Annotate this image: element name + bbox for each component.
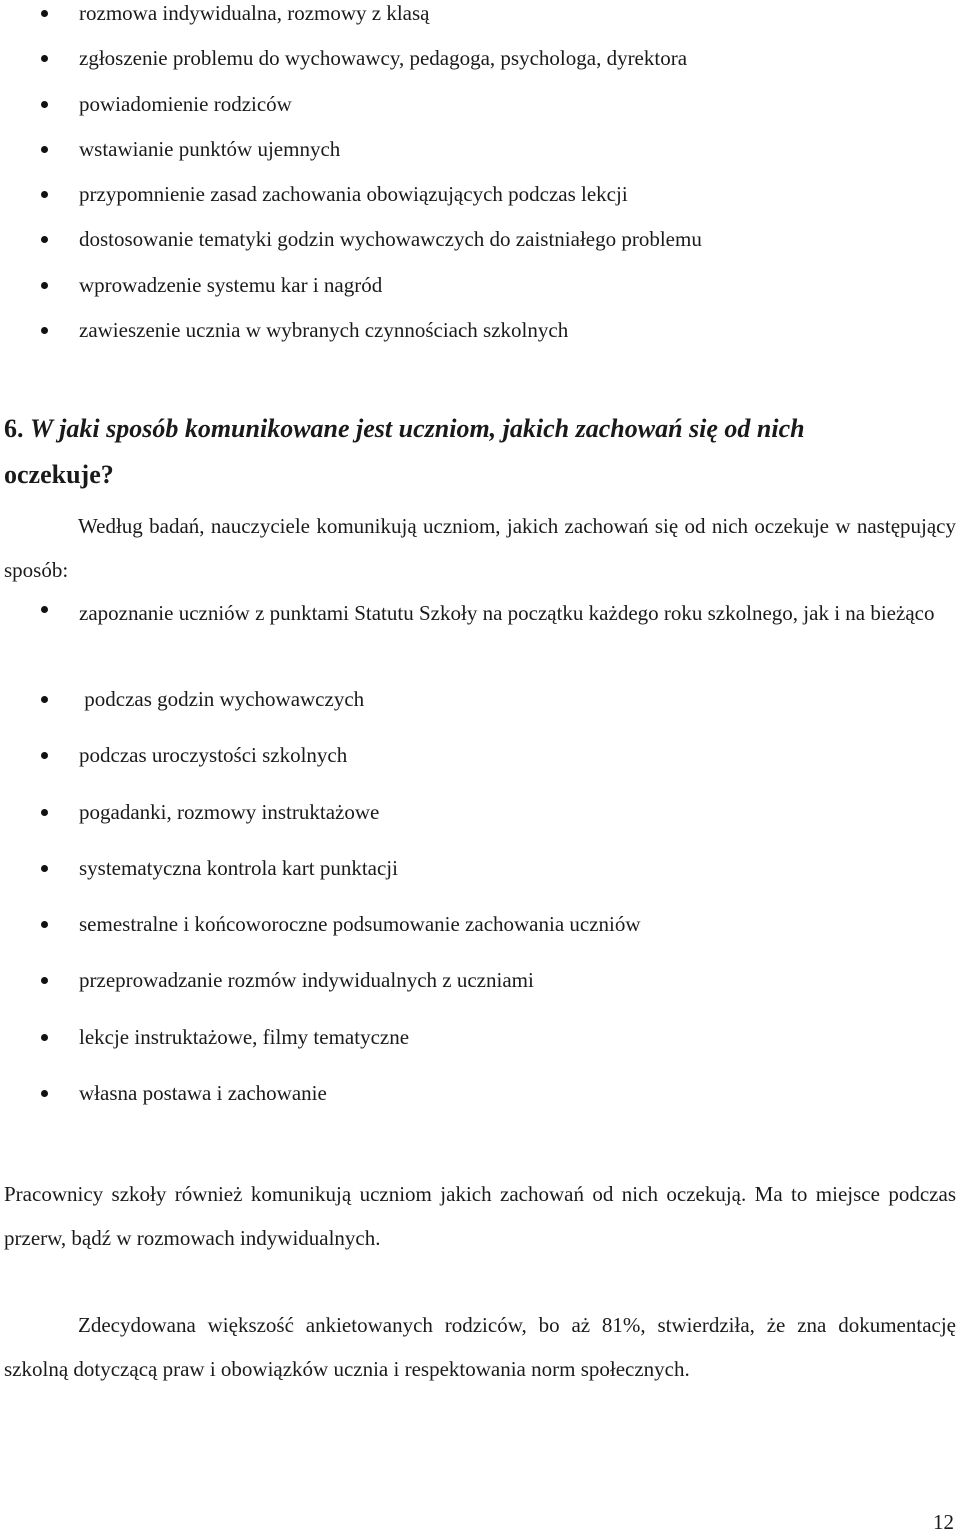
list-item-text: własna postawa i zachowanie [79,1081,327,1106]
list-item [0,799,960,855]
bullet-icon [41,606,48,613]
list-item [0,855,960,911]
section-number: 6. [4,414,24,443]
list-item [0,0,960,45]
section-heading [4,406,956,498]
list-item [0,317,960,362]
list-item-text: powiadomienie rodziców [79,91,292,116]
list-item [0,136,960,181]
list-item-text: semestralne i końcoworoczne podsumowanie zachowania uczniów [79,912,641,937]
list-item-text: przeprowadzanie rozmów indywidualnych z uczniami [79,968,534,993]
intro-paragraph: Według badań, nauczyciele komunikują uczniom, jakich zachowań się od nich oczekuje w następujący sposób: [4,514,956,582]
list-item [0,742,960,798]
bullet-icon [41,236,48,243]
list-item [0,45,960,90]
bullet-icon [41,282,48,289]
list-item [0,911,960,967]
list-item [0,226,960,271]
staff-paragraph: Pracownicy szkoły również komunikują uczniom jakich zachowań od nich oczekują. Ma to miejsce podczas przerw, bądź w rozmowach indywidualnych. [4,1182,956,1250]
parents-paragraph: Zdecydowana większość ankietowanych rodziców, bo aż 81%, stwierdziła, że zna dokumentację szkolną dotyczącą praw i obowiązków ucznia i respektowania norm społecznych. [4,1313,956,1381]
bullet-icon [41,1090,48,1097]
list-item [0,1080,960,1136]
bullet-icon [41,1034,48,1041]
bullet-icon [41,101,48,108]
list-item-text: wstawianie punktów ujemnych [79,136,341,161]
list-item [0,596,960,686]
list-item [0,1024,960,1080]
bullet-icon [41,696,48,703]
list-item-text: podczas uroczystości szkolnych [79,743,348,768]
list-item [0,91,960,136]
bullet-list-methods [0,600,960,1136]
bullet-icon [41,146,48,153]
bullet-icon [41,327,48,334]
bullet-icon [41,865,48,872]
list-item-text: zawieszenie ucznia w wybranych czynnościach szkolnych [79,318,569,343]
bullet-list-reactions [0,0,960,362]
bullet-icon [41,191,48,198]
list-item-text: wprowadzenie systemu kar i nagród [79,272,383,297]
bullet-icon [41,10,48,17]
list-item-text: lekcje instruktażowe, filmy tematyczne [79,1024,410,1049]
section-question-end: oczekuje? [4,460,114,489]
bullet-icon [41,55,48,62]
list-item-text: dostosowanie tematyki godzin wychowawczych do zaistniałego problemu [79,227,702,252]
list-item-text: rozmowa indywidualna, rozmowy z klasą [79,1,430,25]
list-item-text: przypomnienie zasad zachowania obowiązujących podczas lekcji [79,182,628,207]
list-item [0,967,960,1023]
list-item [0,686,960,742]
list-item-text: systematyczna kontrola kart punktacji [79,855,398,880]
bullet-icon [41,752,48,759]
bullet-icon [41,809,48,816]
bullet-icon [41,977,48,984]
list-item-text: podczas godzin wychowawczych [79,687,365,711]
list-item [0,181,960,226]
list-item-text: zgłoszenie problemu do wychowawcy, pedagoga, psychologa, dyrektora [79,46,688,71]
page-number: 12 [933,1510,954,1534]
section-question: W jaki sposób komunikowane jest uczniom, jakich zachowań się od nich [30,414,805,443]
bullet-icon [41,921,48,928]
list-item-text: pogadanki, rozmowy instruktażowe [79,799,380,824]
list-item-text: zapoznanie uczniów z punktami Statutu Szkoły na początku każdego roku szkolnego, jak i na bieżąco [79,601,935,625]
list-item [0,272,960,317]
